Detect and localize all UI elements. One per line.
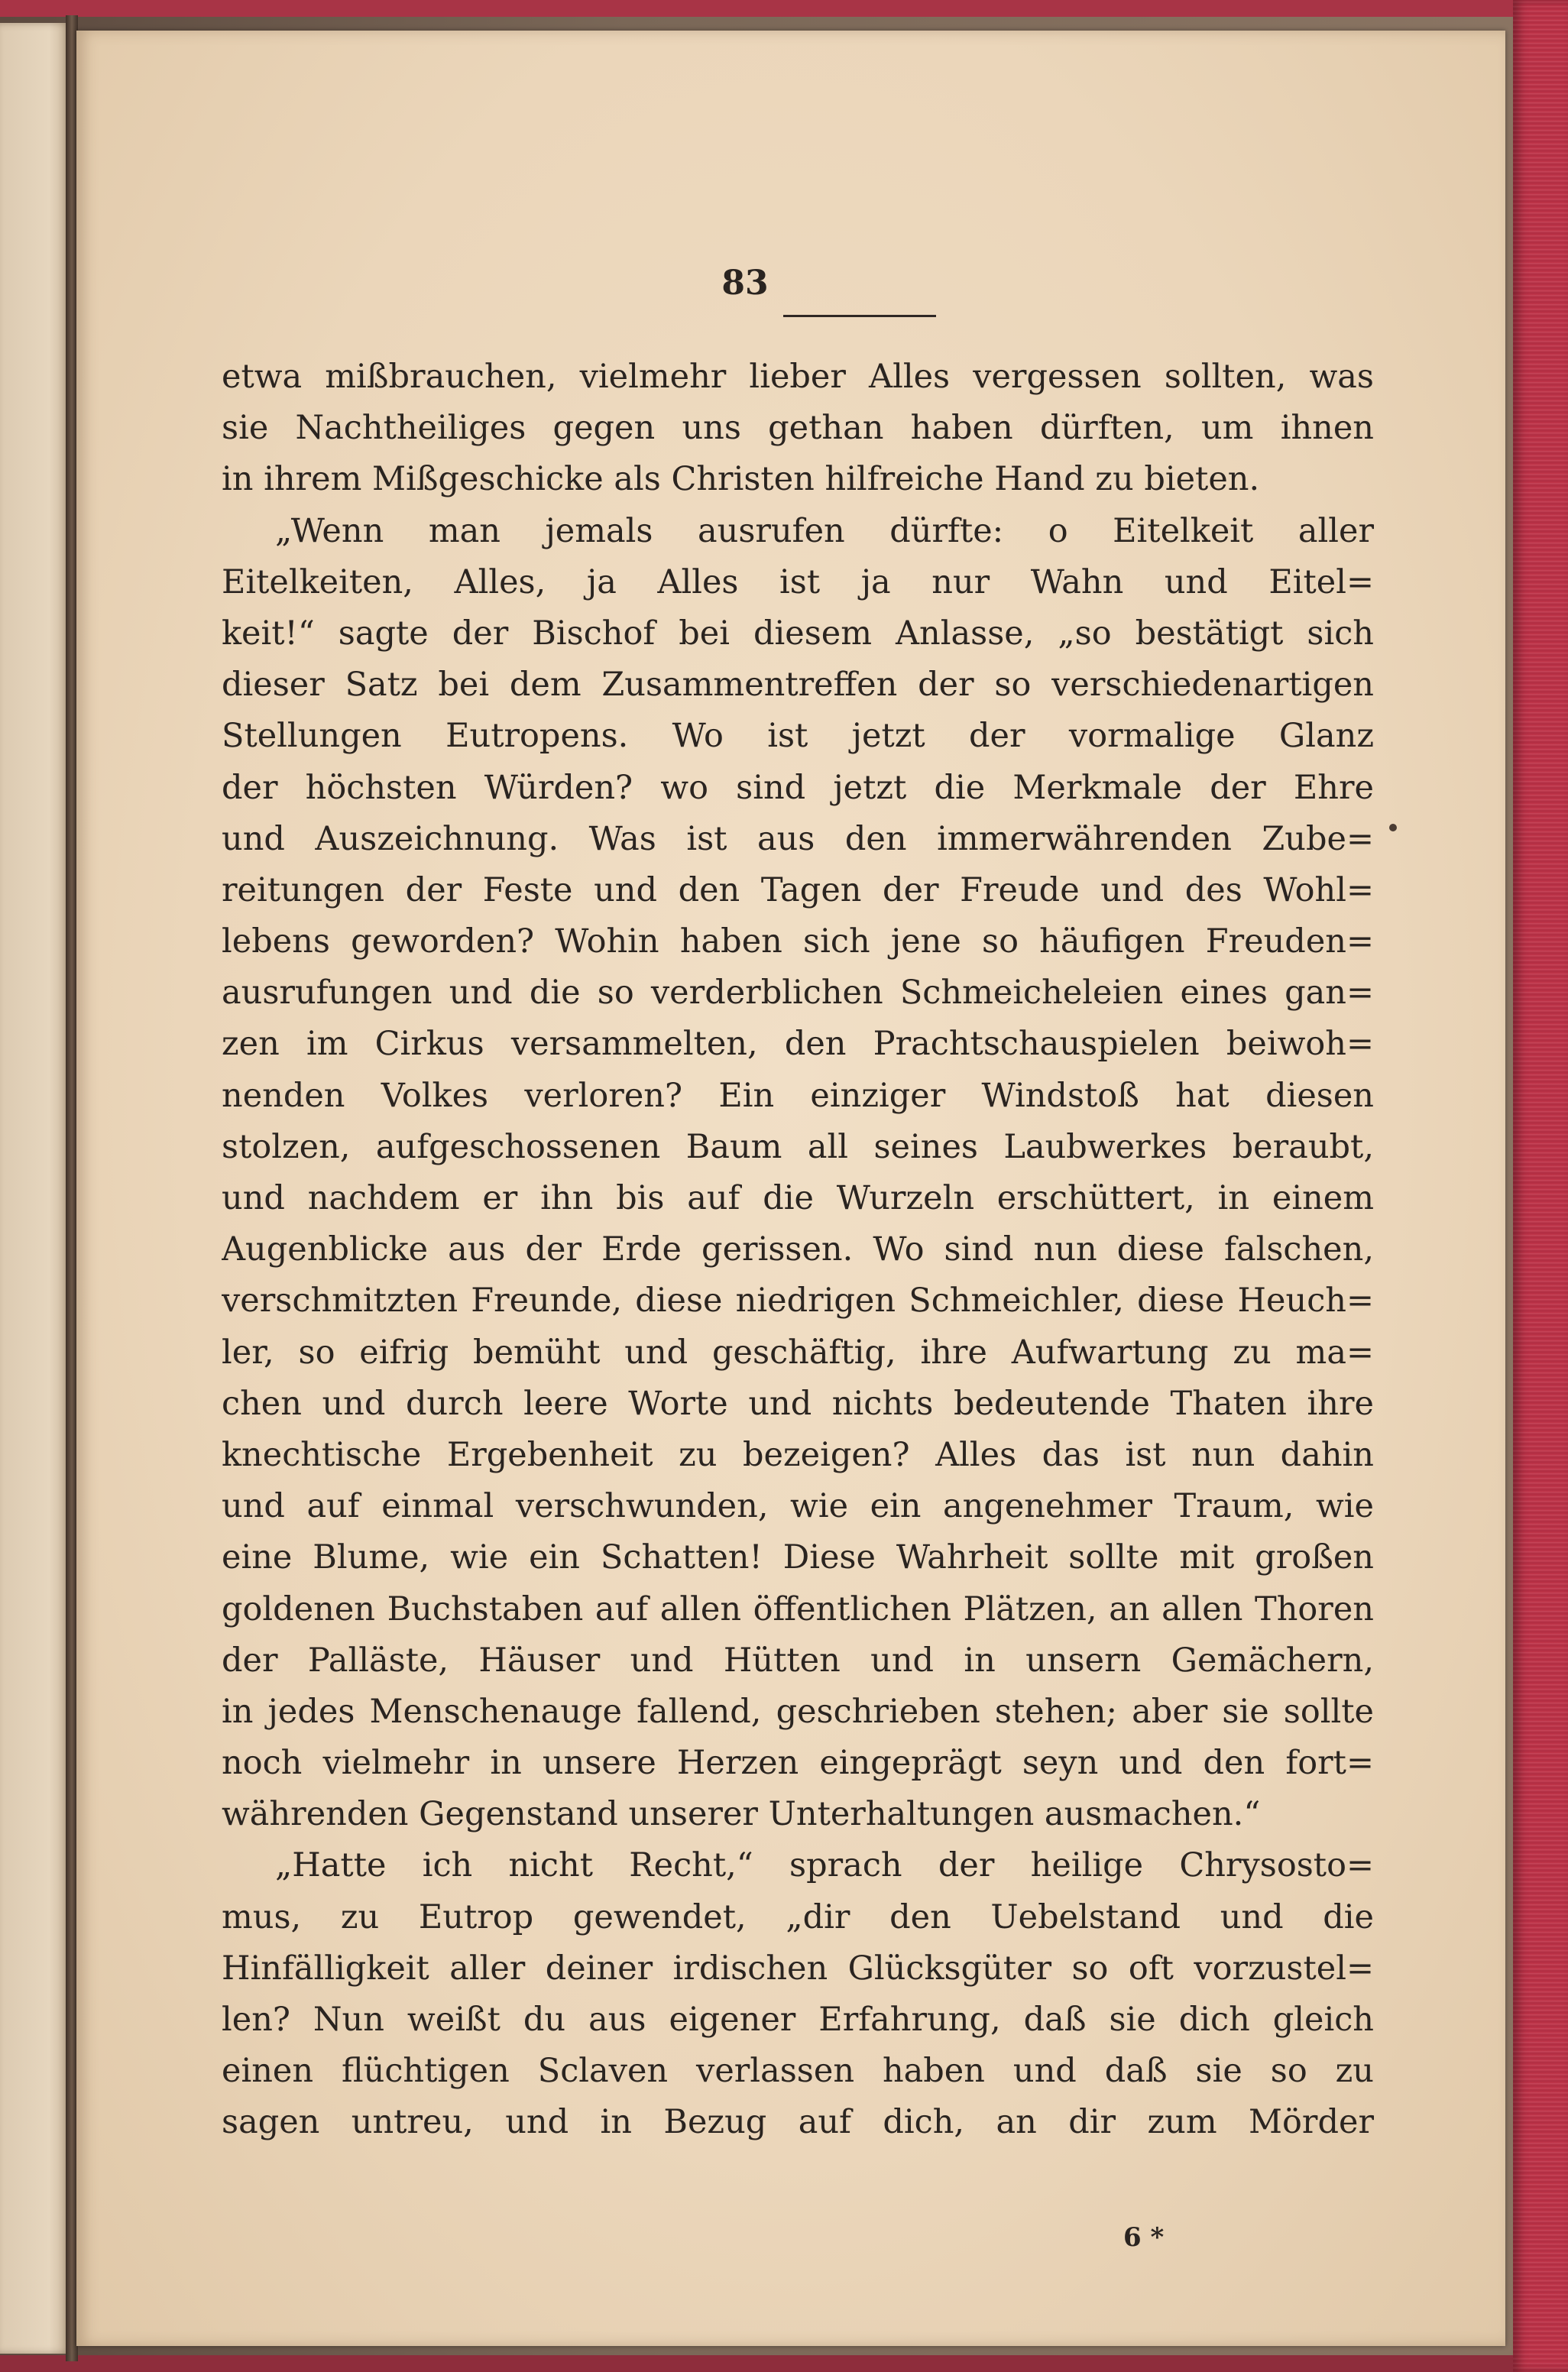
text-line: und nachdem er ihn bis auf die Wurzeln erschüttert, in einem xyxy=(222,1179,1374,1217)
text-line: zen im Cirkus versammelten, den Prachtschauspielen beiwoh= xyxy=(222,1025,1374,1064)
text-line: verschmitzten Freunde, diese niedrigen Schmeichler, diese Heuch= xyxy=(222,1282,1374,1320)
text-line: mus, zu Eutrop gewendet, „dir den Uebelstand und die xyxy=(222,1897,1374,1936)
text-line: knechtische Ergebenheit zu bezeigen? Alles das ist nun dahin xyxy=(222,1435,1374,1474)
text-line: keit!“ sagte der Bischof bei diesem Anlasse, „so bestätigt sich xyxy=(222,614,1374,653)
header-rule xyxy=(783,315,936,317)
text-line: Eitelkeiten, Alles, ja Alles ist ja nur Wahn und Eitel= xyxy=(222,562,1374,601)
book-cover-red-edge xyxy=(1513,0,1568,2372)
printer-signature: 6 * xyxy=(1123,2222,1165,2253)
text-line: chen und durch leere Worte und nichts bedeutende Thaten ihre xyxy=(222,1384,1374,1423)
text-line: „Wenn man jemals ausrufen dürfte: o Eitelkeit aller xyxy=(275,511,1374,550)
text-line: etwa mißbrauchen, vielmehr lieber Alles vergessen sollten, was xyxy=(222,358,1374,396)
text-line: währenden Gegenstand unserer Unterhaltungen ausmachen.“ xyxy=(222,1795,1261,1834)
text-line: und Auszeichnung. Was ist aus den immerwährenden Zube= xyxy=(222,819,1374,858)
facing-page-edge xyxy=(0,23,70,2354)
text-line: eine Blume, wie ein Schatten! Diese Wahrheit sollte mit großen xyxy=(222,1538,1374,1577)
text-line: Augenblicke aus der Erde gerissen. Wo sind nun diese falschen, xyxy=(222,1230,1374,1269)
page-number: 83 xyxy=(721,264,769,303)
text-line: in ihrem Mißgeschicke als Christen hilfreiche Hand zu bieten. xyxy=(222,460,1260,499)
text-line: und auf einmal verschwunden, wie ein angenehmer Traum, wie xyxy=(222,1487,1374,1526)
text-line: len? Nun weißt du aus eigener Erfahrung, daß sie dich gleich xyxy=(222,2001,1374,2039)
text-line: der Palläste, Häuser und Hütten und in unsern Gemächern, xyxy=(222,1641,1374,1680)
text-line: in jedes Menschenauge fallend, geschrieben stehen; aber sie sollte xyxy=(222,1692,1374,1731)
text-line: noch vielmehr in unsere Herzen eingeprägt seyn und den fort= xyxy=(222,1744,1374,1783)
text-line: Stellungen Eutropens. Wo ist jetzt der vormalige Glanz xyxy=(222,717,1374,756)
text-line: sie Nachtheiliges gegen uns gethan haben dürften, um ihnen xyxy=(222,409,1374,448)
text-line: goldenen Buchstaben auf allen öffentlichen Plätzen, an allen Thoren xyxy=(222,1589,1374,1628)
text-line: sagen untreu, und in Bezug auf dich, an dir zum Mörder xyxy=(222,2103,1374,2142)
text-line: der höchsten Würden? wo sind jetzt die Merkmale der Ehre xyxy=(222,768,1374,807)
text-line: „Hatte ich nicht Recht,“ sprach der heilige Chrysosto= xyxy=(275,1846,1374,1885)
book-cover-top-edge xyxy=(0,0,1568,17)
margin-mark xyxy=(1389,824,1397,831)
text-line: stolzen, aufgeschossenen Baum all seines Laubwerkes beraubt, xyxy=(222,1127,1374,1166)
text-line: lebens geworden? Wohin haben sich jene so häufigen Freuden= xyxy=(222,922,1374,961)
book-page xyxy=(76,31,1505,2346)
text-line: ausrufungen und die so verderblichen Schmeicheleien eines gan= xyxy=(222,974,1374,1013)
body-text xyxy=(222,352,1374,2149)
text-line: dieser Satz bei dem Zusammentreffen der so verschiedenartigen xyxy=(222,666,1374,705)
book-cover-bottom-edge xyxy=(0,2355,1568,2372)
text-line: reitungen der Feste und den Tagen der Freude und des Wohl= xyxy=(222,870,1374,909)
text-line: ler, so eifrig bemüht und geschäftig, ihre Aufwartung zu ma= xyxy=(222,1333,1374,1372)
text-line: Hinfälligkeit aller deiner irdischen Glücksgüter so oft vorzustel= xyxy=(222,1949,1374,1988)
text-line: einen flüchtigen Sclaven verlassen haben und daß sie so zu xyxy=(222,2052,1374,2091)
text-line: nenden Volkes verloren? Ein einziger Windstoß hat diesen xyxy=(222,1076,1374,1115)
